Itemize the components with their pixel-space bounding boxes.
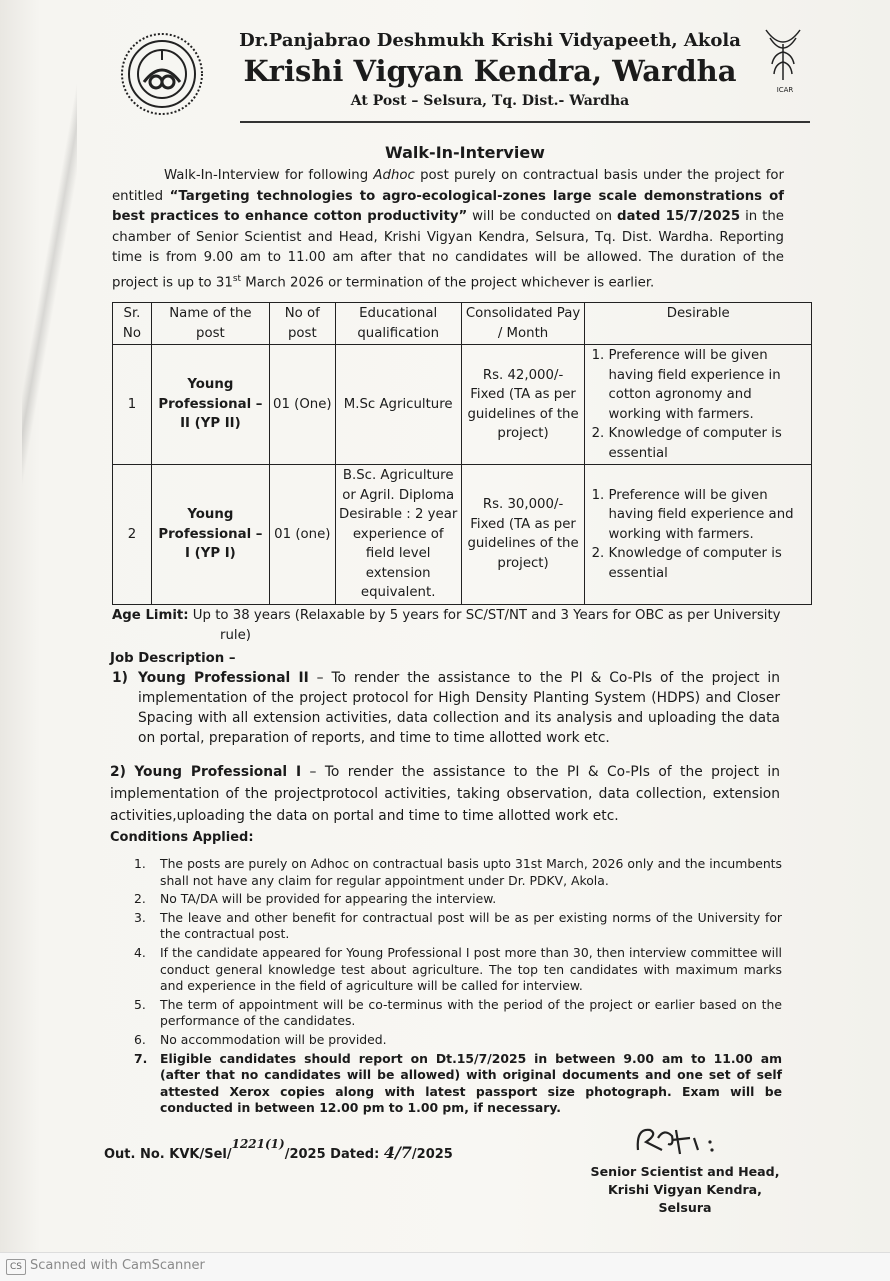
icar-label: ICAR [776, 86, 794, 94]
table-row [113, 465, 812, 605]
cell-pay: Rs. 42,000/- Fixed (TA as per guidelines of the project) [461, 345, 585, 465]
conditions-heading: Conditions Applied: [110, 830, 254, 845]
job-description-heading: Job Description – [110, 651, 236, 666]
intro-paragraph: Walk-In-Interview for following Adhoc post purely on contractual basis under the project for entitled “Targeting technologies to agro-ecological-zones large scale demonstrations of best practices to enhance cotton productivity” will be conducted on dated 15/7/2025 in the chamber of Senior Scientist and Head, Krishi Vigyan Kendra, Selsura, Tq. Dist. Wardha. Reporting time is from 9.00 am to 11.00 am after that no candidates will be allowed. The duration of the project is up to 31st March 2026 or termination of the project whichever is earlier. [112, 168, 784, 290]
signatory-office: Krishi Vigyan Kendra, Selsura [608, 1182, 762, 1215]
signatory-title: Senior Scientist and Head, [590, 1164, 780, 1179]
table-row [113, 345, 812, 465]
col-header-post: Name of the post [151, 303, 269, 345]
col-header-qualification: Educational qualification [335, 303, 461, 345]
desirable-item: 1. Preference will be given having field experience and working with farmers. [608, 486, 808, 545]
condition-item: 7. Eligible candidates should report on Dt.15/7/2025 in between 9.00 am to 11.00 am (after that no candidates will be allowed) with original documents and one set of self attested Xerox copies along with latest passport size photograph. Exam will be conducted in between 12.00 pm to 1.00 pm, if necessary. [134, 1050, 782, 1116]
conditions-list [130, 856, 782, 1119]
col-header-count: No of post [269, 303, 335, 345]
condition-item: 2. No TA/DA will be provided for appearing the interview. [134, 891, 497, 907]
scanner-footer [0, 1252, 890, 1281]
col-header-desirable: Desirable [585, 303, 812, 345]
col-header-pay: Consolidated Pay / Month [461, 303, 585, 345]
scanner-watermark: Scanned with CamScanner [30, 1258, 205, 1273]
outward-number: Out. No. KVK/Sel/1221(1)/2025 Dated: 4/7/2025 [104, 1137, 453, 1162]
posts-table [112, 302, 812, 605]
page-title: Walk-In-Interview [385, 143, 545, 162]
cell-desirable [585, 465, 812, 605]
university-name: Dr.Panjabrao Deshmukh Krishi Vidyapeeth, Akola [239, 30, 741, 51]
condition-item: 1. The posts are purely on Adhoc on contractual basis upto 31st March, 2026 only and the incumbents shall not have any claim for regular appointment under Dr. PDKV, Akola. [134, 856, 782, 888]
cell-sr: 1 [113, 345, 152, 465]
condition-item: 6. No accommodation will be provided. [134, 1031, 387, 1047]
cell-pay: Rs. 30,000/- Fixed (TA as per guidelines of the project) [461, 465, 585, 605]
cell-qualification: M.Sc Agriculture [335, 345, 461, 465]
cell-sr: 2 [113, 465, 152, 605]
cell-count: 01 (One) [269, 345, 335, 465]
kvk-name: Krishi Vigyan Kendra, Wardha [243, 54, 737, 88]
camscanner-logo-icon: CS [6, 1259, 26, 1275]
address-line: At Post – Selsura, Tq. Dist.- Wardha [350, 93, 630, 109]
handwritten-date: 4/7 [383, 1143, 412, 1162]
condition-item: 4. If the candidate appeared for Young Professional I post more than 30, then interview committee will conduct general knowledge test about agriculture. The top ten candidates with maximum marks and experience in the field of agriculture will be called for interview. [134, 944, 782, 994]
desirable-item: 1. Preference will be given having field experience in cotton agronomy and working with farmers. [608, 346, 808, 424]
cell-desirable [585, 345, 812, 465]
page-crease [22, 0, 77, 560]
col-header-sr: Sr. No [113, 303, 152, 345]
cell-post: Young Professional – I (YP I) [151, 465, 269, 605]
job-description-item: 2) Young Professional I – To render the assistance to the PI & Co-PIs of the project in implementation of the projectprotocol activities, taking observation, data collection, extension activities,uploading the data on portal and time to time allotted work etc. [110, 764, 780, 824]
signature-icon [628, 1120, 738, 1160]
job-description-item: 1) Young Professional II – To render the assistance to the PI & Co-PIs of the project in implementation of the project protocol for High Density Planting System (HDPS) and Closer Spacing with all extension activities, data collection and its analysis and uploading the data on portal, preparation of reports, and time to time allotted work etc. [112, 670, 780, 746]
university-emblem-icon [118, 30, 206, 118]
cell-count: 01 (one) [269, 465, 335, 605]
condition-item: 5. The term of appointment will be co-terminus with the period of the project or earlier based on the performance of the candidates. [134, 996, 782, 1029]
cell-qualification: B.Sc. Agriculture or Agril. Diploma Desirable : 2 year experience of field level extension equivalent. [335, 465, 461, 605]
signatory-block [590, 1163, 780, 1217]
desirable-item: 2. Knowledge of computer is essential [608, 544, 808, 583]
desirable-item: 2. Knowledge of computer is essential [608, 424, 808, 463]
condition-item: 3. The leave and other benefit for contractual post will be as per existing norms of the University for the contractual post. [134, 909, 782, 942]
table-header-row [113, 303, 812, 345]
handwritten-number: 1221(1) [231, 1137, 285, 1151]
cell-post: Young Professional – II (YP II) [151, 345, 269, 465]
header-rule [240, 121, 810, 123]
age-limit: Age Limit: Up to 38 years (Relaxable by 5 years for SC/ST/NT and 3 Years for OBC as per University rule) [112, 608, 781, 643]
